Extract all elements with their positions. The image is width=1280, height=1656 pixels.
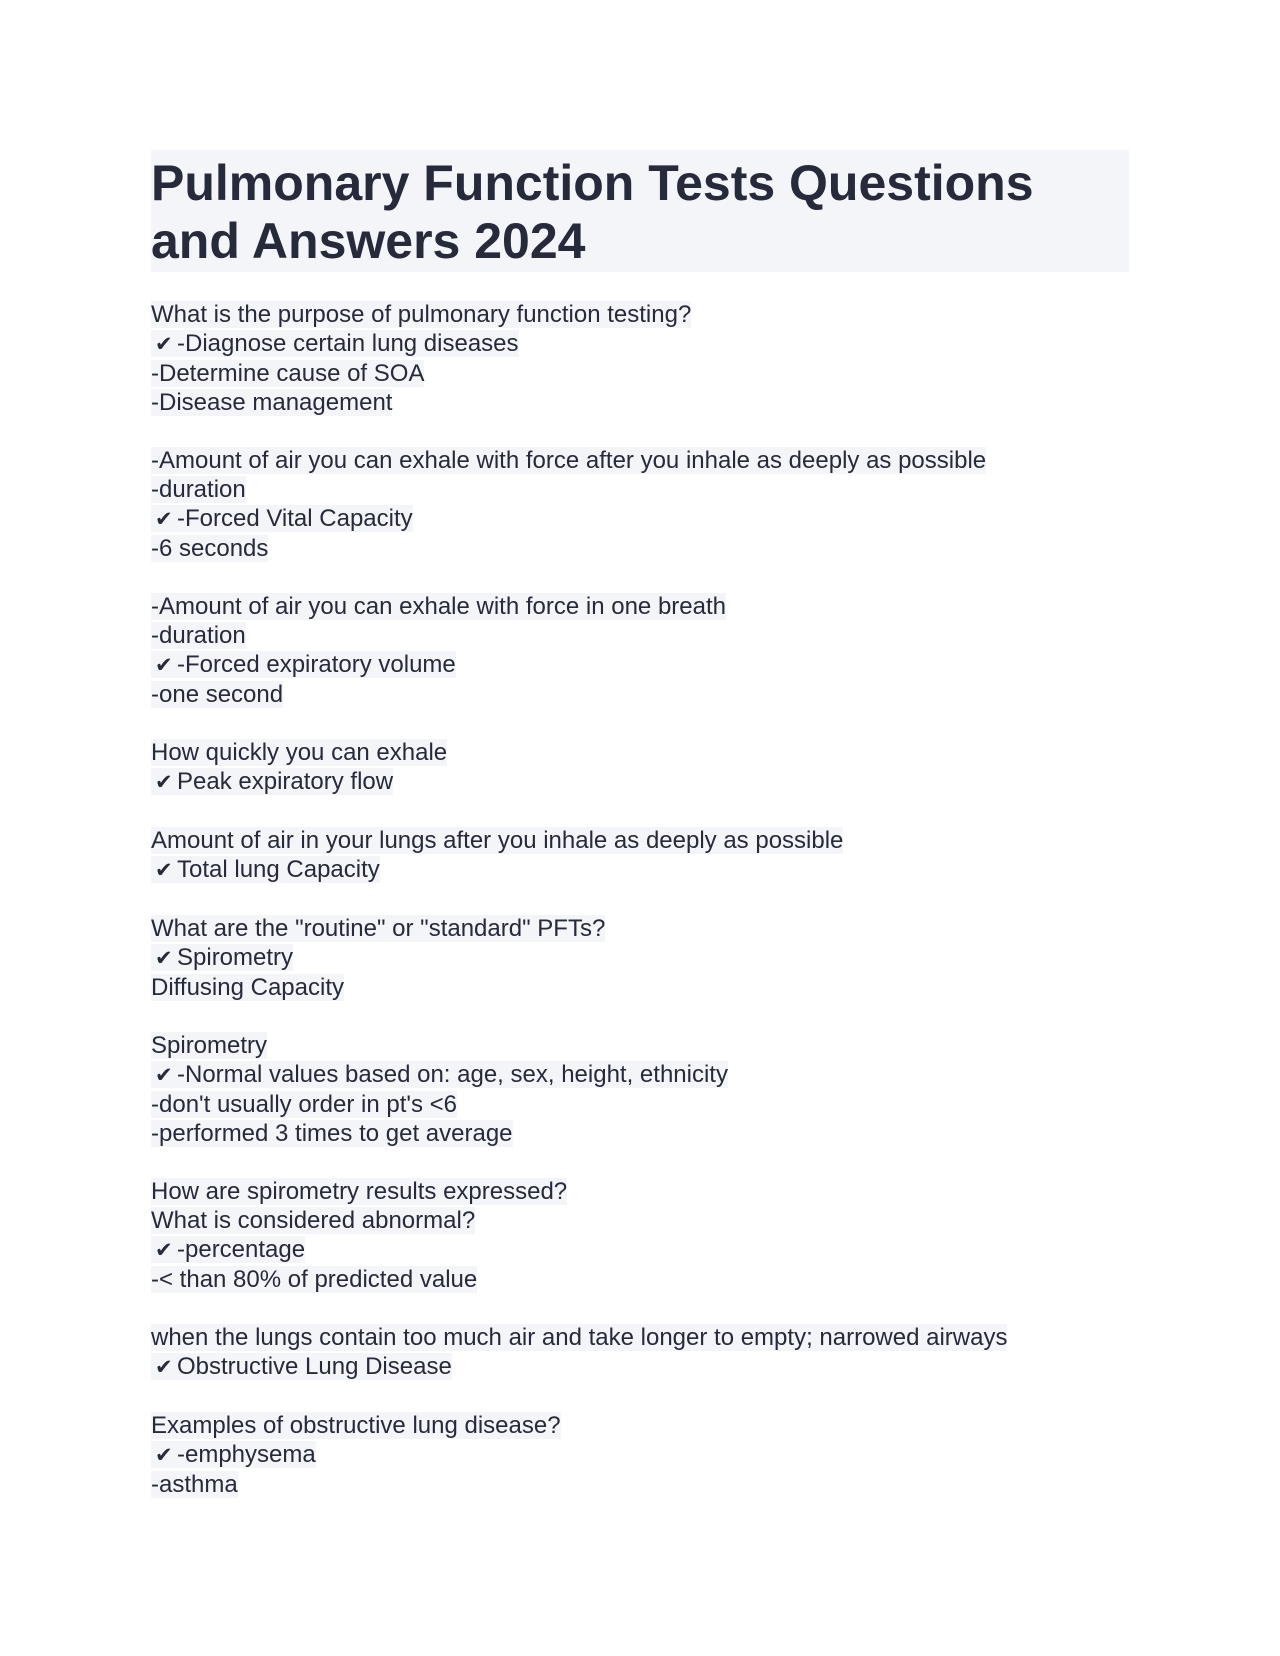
answer-line <box>151 329 1131 359</box>
answer-text: -Normal values based on: age, sex, height, ethnicity <box>177 1061 728 1088</box>
answer-line <box>151 1352 1131 1382</box>
answer-first-line <box>151 768 393 795</box>
question-line <box>151 826 1131 855</box>
qa-item <box>151 592 1131 709</box>
question-text: How quickly you can exhale <box>151 739 448 766</box>
checkmark-icon: ✔ <box>155 507 173 531</box>
qa-item <box>151 826 1131 885</box>
answer-line <box>151 359 1131 388</box>
question-line <box>151 1323 1131 1352</box>
answer-line <box>151 1235 1131 1265</box>
question-line <box>151 300 1131 329</box>
qa-item <box>151 1177 1131 1294</box>
answer-line <box>151 388 1131 417</box>
document-title: Pulmonary Function Tests Questions and Answers 2024 <box>151 155 1034 269</box>
qa-item <box>151 300 1131 417</box>
question-line <box>151 914 1131 943</box>
answer-text: -asthma <box>151 1471 238 1498</box>
question-line <box>151 738 1131 767</box>
question-text: Amount of air in your lungs after you inhale as deeply as possible <box>151 827 844 854</box>
question-text: -Amount of air you can exhale with force after you inhale as deeply as possible <box>151 447 987 474</box>
qa-list <box>151 300 1131 1499</box>
checkmark-icon: ✔ <box>155 770 173 794</box>
qa-item <box>151 446 1131 563</box>
answer-first-line <box>151 1236 305 1263</box>
question-text: Spirometry <box>151 1032 268 1059</box>
answer-line <box>151 1440 1131 1470</box>
question-text: What is considered abnormal? <box>151 1207 476 1234</box>
answer-text: Spirometry <box>177 944 294 971</box>
question-text: How are spirometry results expressed? <box>151 1178 568 1205</box>
qa-item <box>151 1411 1131 1499</box>
checkmark-icon: ✔ <box>155 1355 173 1379</box>
document-page <box>151 150 1131 1528</box>
question-line <box>151 1411 1131 1440</box>
question-text: What are the "routine" or "standard" PFTs? <box>151 915 606 942</box>
question-line <box>151 1031 1131 1060</box>
answer-line <box>151 1090 1131 1119</box>
answer-text: Peak expiratory flow <box>177 768 394 795</box>
answer-first-line <box>151 1061 728 1088</box>
answer-text: -don't usually order in pt's <6 <box>151 1091 457 1118</box>
answer-line <box>151 1265 1131 1294</box>
answer-text: -performed 3 times to get average <box>151 1120 513 1147</box>
question-text: -duration <box>151 476 246 503</box>
checkmark-icon: ✔ <box>155 946 173 970</box>
answer-line <box>151 1470 1131 1499</box>
answer-text: -6 seconds <box>151 535 269 562</box>
checkmark-icon: ✔ <box>155 1238 173 1262</box>
answer-line <box>151 1060 1131 1090</box>
answer-text: -Diagnose certain lung diseases <box>177 330 519 357</box>
answer-line <box>151 973 1131 1002</box>
question-text: -duration <box>151 622 246 649</box>
question-line <box>151 446 1131 475</box>
question-line <box>151 475 1131 504</box>
checkmark-icon: ✔ <box>155 1063 173 1087</box>
answer-text: Obstructive Lung Disease <box>177 1353 452 1380</box>
title-block <box>151 150 1129 272</box>
answer-text: -percentage <box>177 1236 306 1263</box>
question-line <box>151 592 1131 621</box>
qa-item <box>151 1031 1131 1148</box>
answer-line <box>151 534 1131 563</box>
question-text: Examples of obstructive lung disease? <box>151 1412 561 1439</box>
answer-text: Total lung Capacity <box>177 856 380 883</box>
answer-text: -emphysema <box>177 1441 316 1468</box>
answer-first-line <box>151 1353 452 1380</box>
answer-text: -Forced expiratory volume <box>177 651 456 678</box>
checkmark-icon: ✔ <box>155 1443 173 1467</box>
checkmark-icon: ✔ <box>155 332 173 356</box>
question-line <box>151 1206 1131 1235</box>
answer-line <box>151 650 1131 680</box>
answer-line <box>151 855 1131 885</box>
answer-first-line <box>151 505 413 532</box>
answer-text: -one second <box>151 681 284 708</box>
answer-text: -Determine cause of SOA <box>151 360 425 387</box>
qa-item <box>151 1323 1131 1382</box>
checkmark-icon: ✔ <box>155 653 173 677</box>
question-text: -Amount of air you can exhale with force in one breath <box>151 593 726 620</box>
answer-first-line <box>151 651 456 678</box>
answer-text: -Disease management <box>151 389 393 416</box>
question-text: What is the purpose of pulmonary function testing? <box>151 301 692 328</box>
question-text: when the lungs contain too much air and take longer to empty; narrowed airways <box>151 1324 1008 1351</box>
answer-text: -< than 80% of predicted value <box>151 1266 478 1293</box>
answer-line <box>151 943 1131 973</box>
answer-line <box>151 767 1131 797</box>
answer-line <box>151 680 1131 709</box>
answer-text: Diffusing Capacity <box>151 974 344 1001</box>
qa-item <box>151 914 1131 1002</box>
question-line <box>151 1177 1131 1206</box>
answer-first-line <box>151 330 519 357</box>
checkmark-icon: ✔ <box>155 858 173 882</box>
answer-first-line <box>151 856 380 883</box>
answer-first-line <box>151 1441 316 1468</box>
answer-line <box>151 1119 1131 1148</box>
qa-item <box>151 738 1131 797</box>
question-line <box>151 621 1131 650</box>
answer-line <box>151 504 1131 534</box>
answer-first-line <box>151 944 293 971</box>
answer-text: -Forced Vital Capacity <box>177 505 413 532</box>
